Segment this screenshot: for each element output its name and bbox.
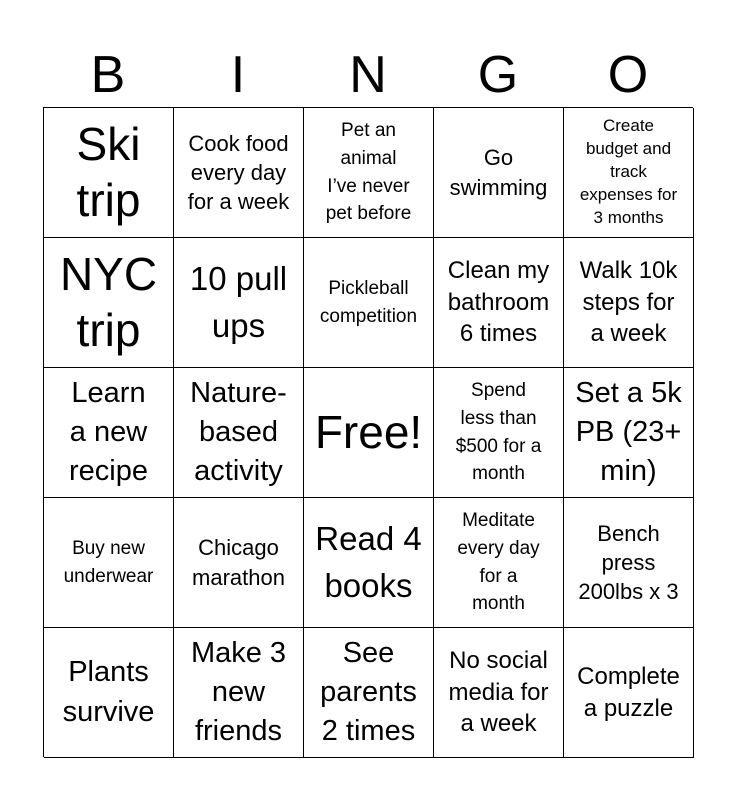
bingo-cell-complete-puzzle[interactable] xyxy=(564,628,694,758)
bingo-cell-chicago-marathon[interactable] xyxy=(174,498,304,628)
bingo-cell-nature-activity[interactable] xyxy=(174,368,304,498)
bingo-cell-free-space[interactable] xyxy=(304,368,434,498)
cell-text: Plants survive xyxy=(62,656,155,728)
cell-text: Set a 5k PB (23+ min) xyxy=(575,376,682,488)
cell-text: Pickleball competition xyxy=(319,277,418,327)
bingo-cell-no-social-media[interactable] xyxy=(434,628,564,758)
bingo-cell-bench-press[interactable] xyxy=(564,498,694,628)
bingo-cell-see-parents[interactable] xyxy=(304,628,434,758)
bingo-cell-learn-recipe[interactable] xyxy=(44,368,174,498)
bingo-cell-buy-underwear[interactable] xyxy=(44,498,174,628)
bingo-cell-go-swimming[interactable] xyxy=(434,108,564,238)
bingo-cell-5k-pb[interactable] xyxy=(564,368,694,498)
cell-text: NYC trip xyxy=(59,248,158,356)
cell-text: Walk 10k steps for a week xyxy=(579,256,678,348)
cell-text: 10 pull ups xyxy=(189,260,288,344)
cell-text: Spend less than $500 for a month xyxy=(455,380,542,485)
bingo-cell-ski-trip[interactable] xyxy=(44,108,174,238)
cell-text: Meditate every day for a month xyxy=(457,510,540,615)
cell-text: See parents 2 times xyxy=(320,636,417,748)
cell-text: Read 4 books xyxy=(315,520,422,604)
cell-text: Chicago marathon xyxy=(192,535,285,590)
cell-text: Nature- based activity xyxy=(190,376,287,488)
cell-text: Pet an animal I’ve never pet before xyxy=(325,120,412,225)
header-letter-n: N xyxy=(349,46,387,104)
cell-text: No social media for a week xyxy=(448,646,549,738)
bingo-cell-spend-less[interactable] xyxy=(434,368,564,498)
cell-text: Bench press 200lbs x 3 xyxy=(578,520,679,605)
cell-text: Cook food every day for a week xyxy=(187,130,290,215)
cell-text: Create budget and track expenses for 3 months xyxy=(579,116,678,227)
cell-text: Complete a puzzle xyxy=(577,662,680,722)
header-letter-b: B xyxy=(90,46,126,104)
bingo-cell-pickleball[interactable] xyxy=(304,238,434,368)
bingo-cell-walk-10k[interactable] xyxy=(564,238,694,368)
bingo-cell-create-budget[interactable] xyxy=(564,108,694,238)
bingo-header xyxy=(43,44,693,106)
cell-text: Ski trip xyxy=(76,118,141,226)
bingo-cell-read-books[interactable] xyxy=(304,498,434,628)
cell-text: Clean my bathroom 6 times xyxy=(447,256,550,348)
cell-text: Free! xyxy=(314,405,423,458)
bingo-cell-pull-ups[interactable] xyxy=(174,238,304,368)
bingo-cell-plants-survive[interactable] xyxy=(44,628,174,758)
bingo-cell-pet-animal[interactable] xyxy=(304,108,434,238)
header-letter-o: O xyxy=(607,46,649,104)
bingo-cell-cook-food[interactable] xyxy=(174,108,304,238)
header-letter-g: G xyxy=(477,46,519,104)
bingo-card-grid xyxy=(43,107,693,757)
bingo-cell-make-friends[interactable] xyxy=(174,628,304,758)
cell-text: Buy new underwear xyxy=(63,537,154,587)
bingo-cell-nyc-trip[interactable] xyxy=(44,238,174,368)
bingo-cell-clean-bathroom[interactable] xyxy=(434,238,564,368)
bingo-cell-meditate[interactable] xyxy=(434,498,564,628)
cell-text: Learn a new recipe xyxy=(69,376,148,488)
cell-text: Make 3 new friends xyxy=(190,636,287,748)
header-letter-i: I xyxy=(230,46,246,104)
cell-text: Go swimming xyxy=(449,145,548,200)
